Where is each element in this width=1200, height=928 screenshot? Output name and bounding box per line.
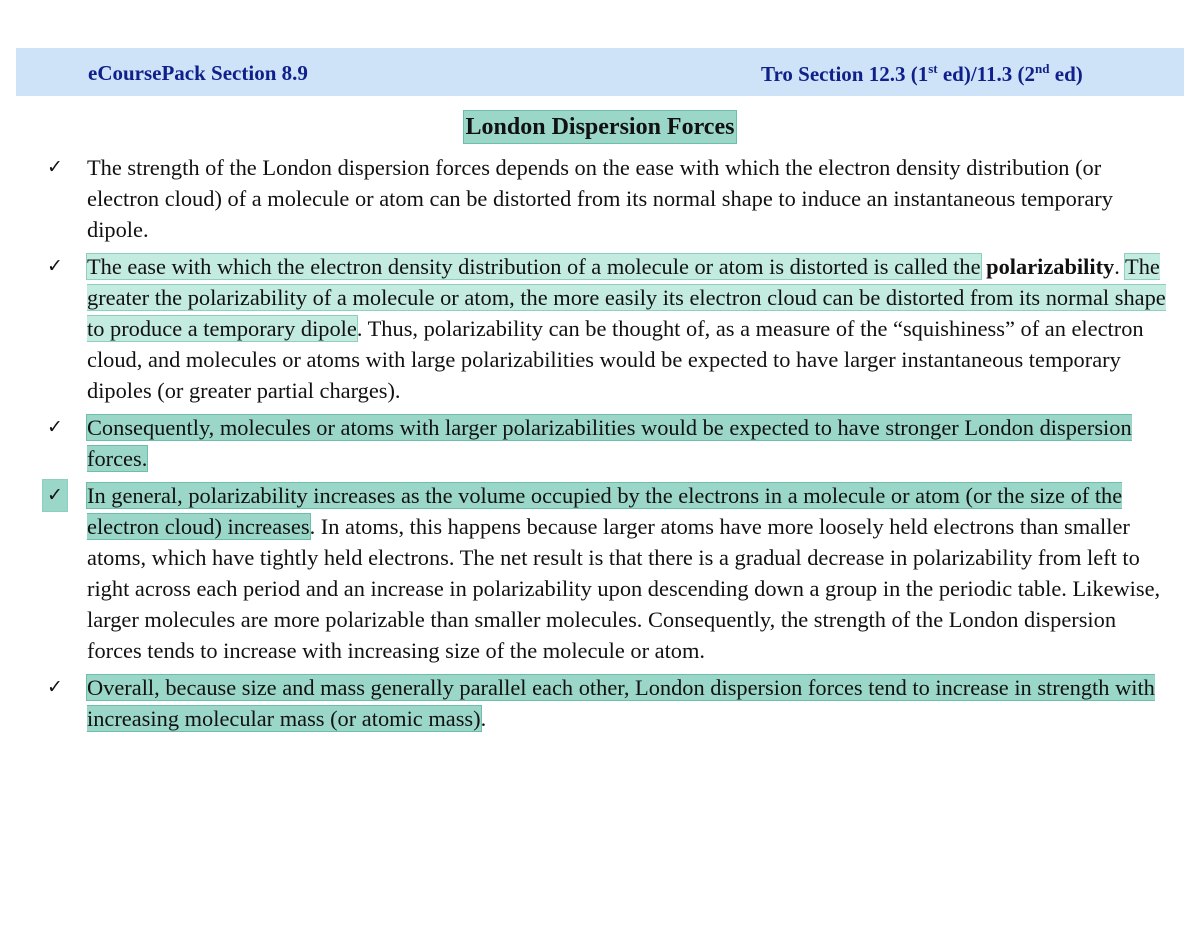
checkmark-icon: ✓ <box>47 676 63 698</box>
page-title: London Dispersion Forces <box>463 110 738 144</box>
highlighted-text: The greater the polarizability of a molecule or atom, the more easily its electron cloud can be distorted from its normal shape to produce a temporary dipole <box>87 254 1166 341</box>
bullet-item-4 <box>0 480 1167 666</box>
bullet-item-3 <box>0 412 1167 474</box>
checkmark-icon: ✓ <box>47 416 63 438</box>
page-title-container <box>0 110 1200 144</box>
highlighted-text: Overall, because size and mass generally parallel each other, London dispersion forces tend to increase in strength with increasing molecular mass (or atomic mass) <box>87 675 1155 731</box>
highlighted-text: Consequently, molecules or atoms with larger polarizabilities would be expected to have stronger London dispersion forces. <box>87 415 1132 471</box>
header-right-sup-2: nd <box>1035 61 1050 76</box>
highlighted-text: The ease with which the electron density distribution of a molecule or atom is distorted is called the <box>87 254 981 279</box>
header-right-sup-1: st <box>928 61 938 76</box>
bullet-item-5 <box>0 672 1167 734</box>
checkmark-icon: ✓ <box>47 255 63 277</box>
bullet-text: The strength of the London dispersion forces depends on the ease with which the electron density distribution (or electron cloud) of a molecule or atom can be distorted from its normal shape to induce an instantaneous temporary dipole. <box>87 155 1113 242</box>
header-right-part-2: ed)/11.3 (2 <box>937 62 1036 86</box>
header-right-part-1: Tro Section 12.3 (1 <box>761 62 929 86</box>
checkmark-icon: ✓ <box>43 480 67 511</box>
header-right-reference <box>761 61 1083 87</box>
bullet-text: . <box>480 706 487 731</box>
header-left-reference: eCoursePack Section 8.9 <box>88 61 308 85</box>
bullet-item-1 <box>0 152 1167 245</box>
highlighted-text: In general, polarizability increases as the volume occupied by the electrons in a molecule or atom (or the size of the electron cloud) increases <box>87 483 1123 539</box>
header-right-part-3: ed) <box>1049 62 1083 86</box>
checkmark-icon: ✓ <box>47 156 63 178</box>
bullet-item-2 <box>0 251 1167 406</box>
bold-term: polarizability <box>986 254 1115 279</box>
bullet-text: . <box>1114 254 1126 279</box>
bullet-text: . In atoms, this happens because larger atoms have more loosely held electrons than smaller atoms, which have tightly held electrons. The net result is that there is a gradual decrease in polarizability from left to right across each period and an increase in polarizability upon descending down a group in the periodic table. Likewise, larger molecules are more polarizable than smaller molecules. Consequently, the strength of the London dispersion forces tends to increase with increasing size of the molecule or atom. <box>87 514 1161 663</box>
page-header <box>16 48 1184 96</box>
bullet-list <box>0 152 1200 740</box>
bullet-text: . Thus, polarizability can be thought of, as a measure of the “squishiness” of an electron cloud, and molecules or atoms with large polarizabilities would be expected to have larger instantaneous temporary dipoles (or greater partial charges). <box>87 316 1144 403</box>
